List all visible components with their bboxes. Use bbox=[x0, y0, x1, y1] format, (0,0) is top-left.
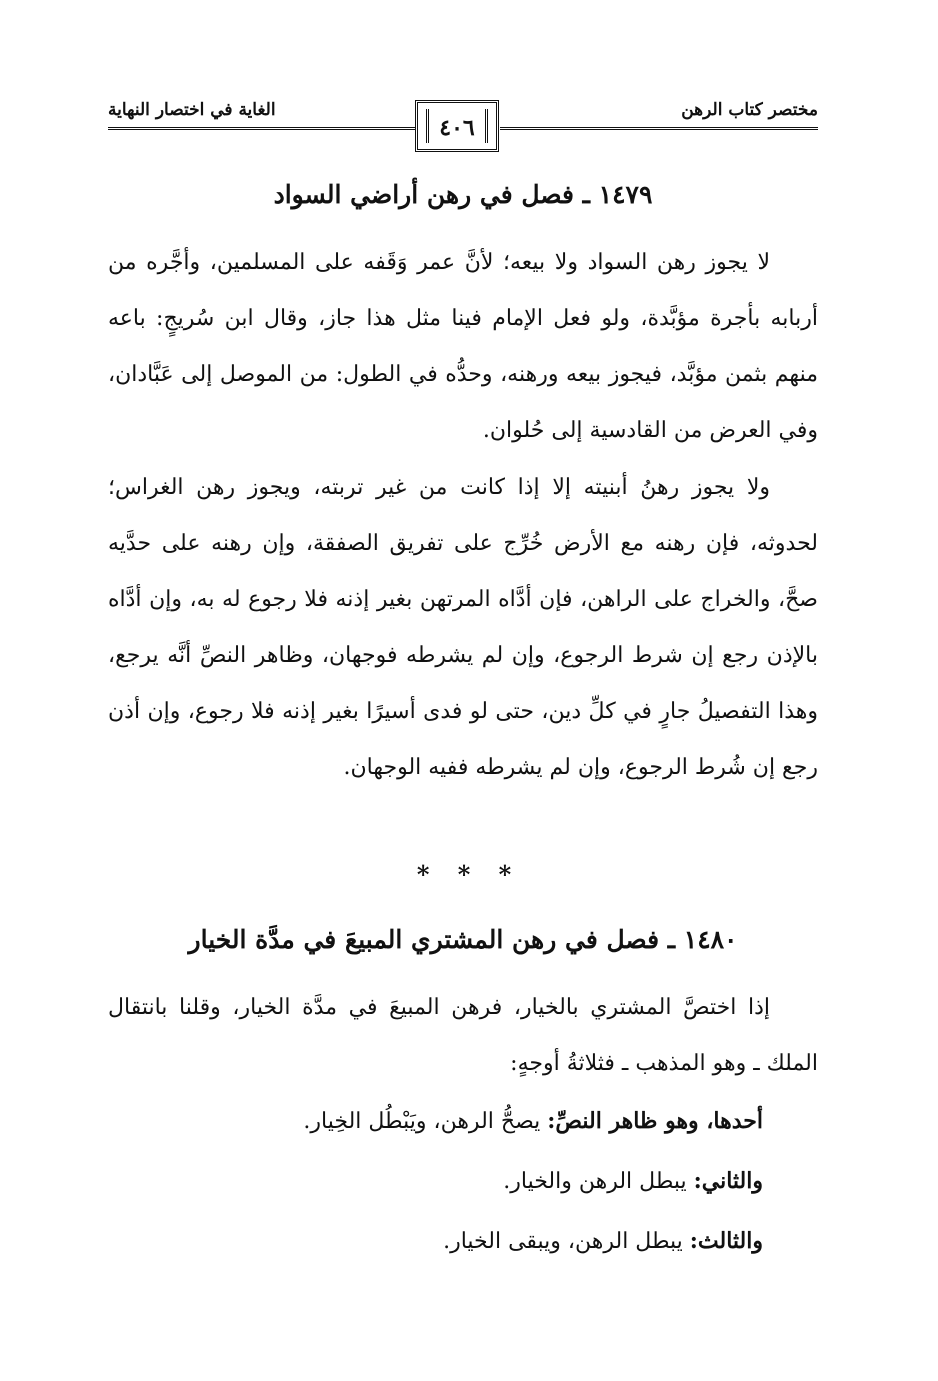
page-number: ٤٠٦ bbox=[439, 115, 475, 141]
opinion-text: يبطل الرهن والخيار. bbox=[503, 1169, 687, 1194]
opinion-item-1 bbox=[303, 1108, 763, 1134]
paragraph-text: لا يجوز رهن السواد ولا بيعه؛ لأنَّ عمر وَقَفه على المسلمين، وأجَّره من أربابه بأجرة مؤبَّدة، ولو فعل الإمام فينا مثل هذا جاز، وقال ابن سُريجٍ: باعه منهم بثمن مؤبَّد، فيجوز بيعه ورهنه، وحدُّه في الطول: من الموصل إلى عَبَّادان، وفي العرض من القادسية إلى حُلوان. bbox=[108, 250, 818, 443]
header-rule-right bbox=[500, 127, 818, 130]
paragraph-text: ولا يجوز رهنُ أبنيته إلا إذا كانت من غير تربته، ويجوز رهن الغراس؛ لحدوثه، فإن رهنه مع الأرض خُرِّج على تفريق الصفقة، وإن رهنه على حدَّيه صحَّ، والخراج على الراهن، فإن أدَّاه المرتهن بغير إذنه فلا رجوع له به، وإن أدَّاه بالإذن رجع إن شرط الرجوع، وإن لم يشرطه فوجهان، وظاهر النصِّ أنَّه يرجع، وهذا التفصيلُ جارٍ في كلِّ دين، حتى لو فدى أسيرًا بغير إذنه فلا رجوع، وإن أذن رجع إن شُرط الرجوع، وإن لم يشرطه ففيه الوجهان. bbox=[108, 475, 818, 780]
paragraph-text: إذا اختصَّ المشتري بالخيار، فرهن المبيعَ في مدَّة الخيار، وقلنا بانتقال الملك ـ وهو المذهب ـ فثلاثةُ أوجهٍ: bbox=[108, 995, 818, 1076]
opinion-text: يصحُّ الرهن، ويَبْطُل الخِيار. bbox=[303, 1109, 541, 1134]
header-rule-left bbox=[108, 127, 438, 130]
opinion-label: أحدها، وهو ظاهر النصِّ: bbox=[547, 1108, 763, 1134]
paragraph-buildings-and-kharaj bbox=[108, 460, 818, 796]
paragraph-khiyar-intro bbox=[108, 980, 818, 1092]
section-separator: * * * bbox=[416, 860, 522, 889]
opinion-item-2 bbox=[503, 1168, 763, 1194]
page-number-frame bbox=[415, 100, 499, 152]
running-header-book-title: الغاية في اختصار النهاية bbox=[108, 100, 276, 120]
running-header-chapter: مختصر كتاب الرهن bbox=[681, 100, 818, 120]
opinion-label: والثاني: bbox=[693, 1168, 763, 1194]
opinion-item-3 bbox=[443, 1228, 763, 1254]
section-heading-1479: ١٤٧٩ ـ فصل في رهن أراضي السواد bbox=[273, 180, 653, 209]
opinion-label: والثالث: bbox=[689, 1228, 763, 1254]
section-heading-1480: ١٤٨٠ ـ فصل في رهن المشتري المبيعَ في مدَّة الخيار bbox=[188, 925, 738, 954]
opinion-text: يبطل الرهن، ويبقى الخيار. bbox=[443, 1229, 683, 1254]
paragraph-sawad-rule bbox=[108, 235, 818, 459]
